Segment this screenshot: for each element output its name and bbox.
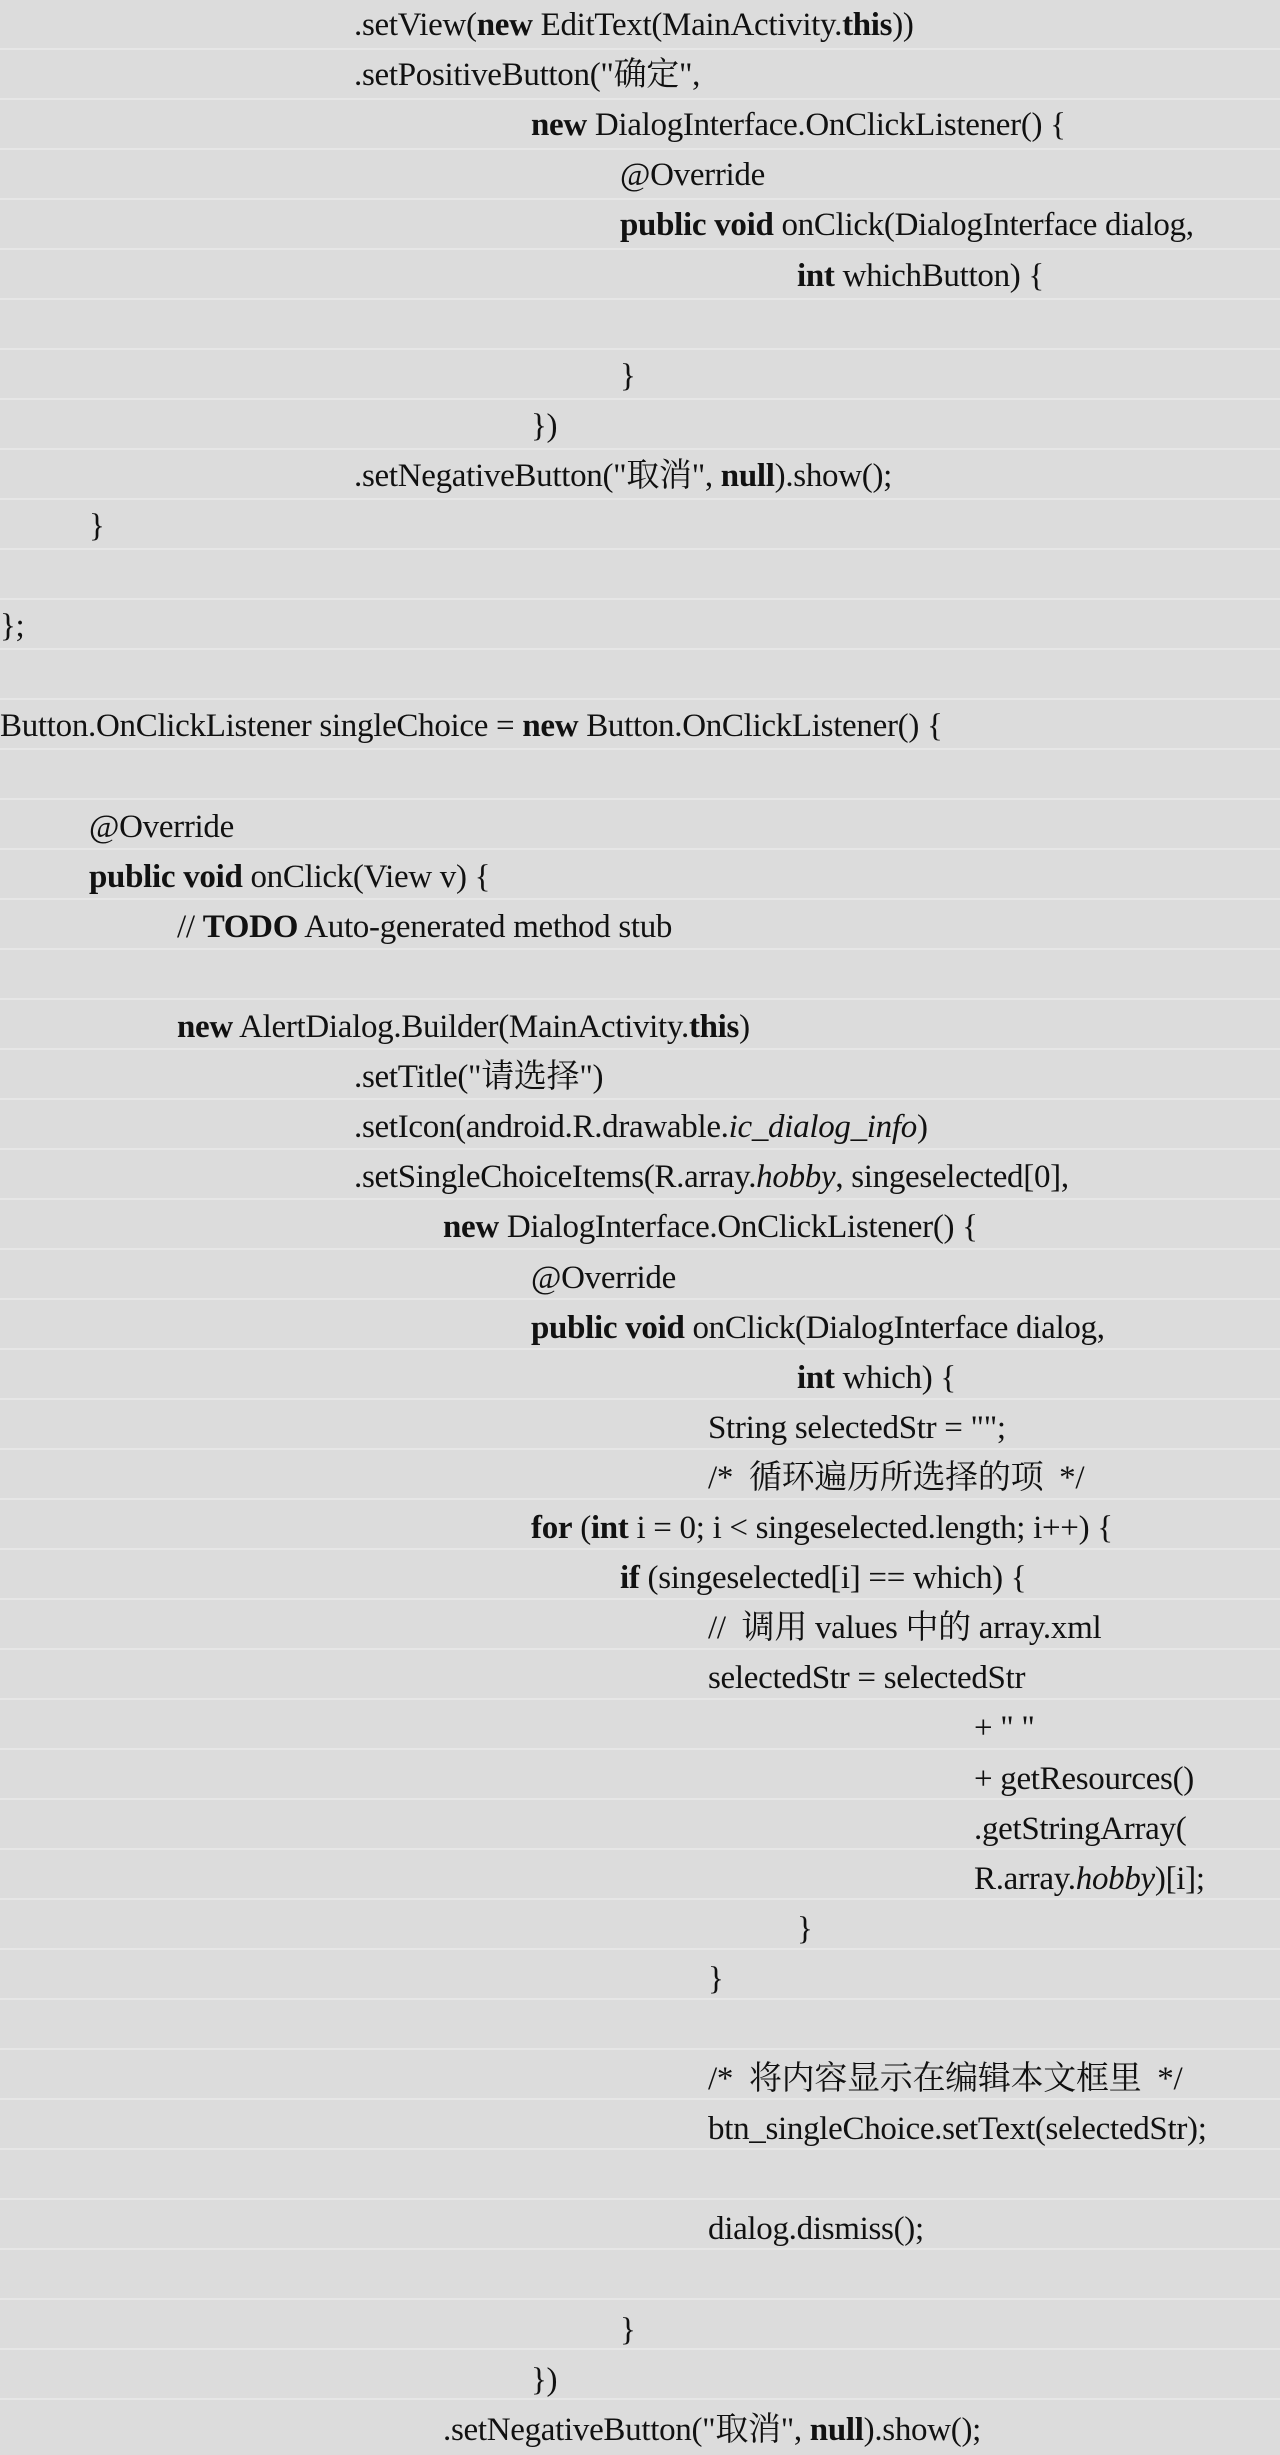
code-text: @Override <box>620 157 765 194</box>
code-text: + " " <box>974 1710 1035 1747</box>
code-text: onClick(DialogInterface dialog, <box>684 1309 1105 1346</box>
code-keyword: this <box>842 7 893 43</box>
code-line <box>177 1002 750 1052</box>
code-line <box>354 451 892 501</box>
code-text: )[i]; <box>1154 1860 1205 1897</box>
code-line <box>708 1653 1025 1703</box>
code-field: ic_dialog_info <box>728 1109 917 1146</box>
code-line <box>797 251 1044 301</box>
code-line <box>708 2204 924 2254</box>
code-keyword: new <box>177 1009 233 1045</box>
code-keyword: public <box>89 858 176 895</box>
code-line <box>708 2054 1182 2104</box>
code-text: )) <box>892 7 914 43</box>
code-line <box>531 1303 1105 1353</box>
code-keyword: null <box>720 457 775 494</box>
code-text <box>617 1310 625 1346</box>
code-line <box>89 501 105 551</box>
code-line <box>354 0 914 50</box>
code-text: R.array. <box>974 1860 1076 1897</box>
code-text: .getStringArray( <box>974 1810 1187 1847</box>
code-text: } <box>620 357 636 394</box>
code-text: onClick(View v) { <box>242 858 491 895</box>
code-text: ).show(); <box>774 457 893 494</box>
code-line <box>620 200 1194 250</box>
code-text: }) <box>531 407 558 444</box>
code-text: whichButton) { <box>834 257 1044 294</box>
code-text: .setNegativeButton("取消", <box>354 457 721 494</box>
code-text: } <box>708 1960 724 1997</box>
code-line <box>620 2305 636 2355</box>
code-line <box>89 852 490 902</box>
code-keyword: new <box>476 7 533 43</box>
code-text: } <box>797 1910 813 1947</box>
code-field: hobby <box>1075 1860 1155 1897</box>
code-line <box>708 1453 1084 1503</box>
code-keyword: int <box>797 1359 835 1396</box>
code-line <box>620 1553 1026 1603</box>
code-text: @Override <box>531 1259 676 1296</box>
code-text: } <box>89 508 105 544</box>
code-keyword: void <box>625 1309 685 1346</box>
code-text: .setNegativeButton("取消", <box>443 2411 810 2448</box>
code-text: ).show(); <box>863 2411 982 2448</box>
code-text: btn_singleChoice.setText(selectedStr); <box>708 2111 1207 2148</box>
code-text: } <box>620 2311 636 2348</box>
code-keyword: new <box>443 1209 499 1246</box>
code-keyword: if <box>620 1560 640 1597</box>
code-keyword: TODO <box>202 908 299 945</box>
code-line <box>443 2405 981 2455</box>
code-line <box>620 150 765 200</box>
code-line <box>0 601 24 651</box>
code-text: Button.OnClickListener() { <box>578 708 943 745</box>
code-keyword: void <box>714 207 774 244</box>
code-line <box>531 2355 557 2405</box>
code-text: .setTitle("请选择") <box>354 1059 604 1096</box>
code-text: @Override <box>89 808 234 845</box>
code-text: DialogInterface.OnClickListener() { <box>586 107 1066 144</box>
code-text: .setIcon(android.R.drawable. <box>354 1109 729 1146</box>
code-text: /* 循环遍历所选择的项 */ <box>708 1459 1085 1496</box>
code-line <box>531 100 1066 150</box>
code-line <box>974 1804 1186 1854</box>
code-keyword: for <box>531 1510 573 1546</box>
code-text: .setSingleChoiceItems(R.array. <box>354 1159 757 1196</box>
code-line <box>531 1253 676 1303</box>
code-text: ) <box>739 1009 750 1045</box>
code-text: }; <box>0 608 25 645</box>
code-line <box>620 351 636 401</box>
code-text: DialogInterface.OnClickListener() { <box>498 1209 978 1246</box>
code-line <box>89 802 234 852</box>
code-text: /* 将内容显示在编辑本文框里 */ <box>708 2061 1183 2098</box>
code-keyword: new <box>522 708 579 745</box>
code-text: onClick(DialogInterface dialog, <box>773 207 1194 244</box>
code-text: }) <box>531 2361 558 2398</box>
code-line <box>177 902 672 952</box>
code-line <box>797 1904 813 1954</box>
code-line <box>708 2104 1207 2154</box>
code-line <box>531 401 557 451</box>
code-line <box>0 701 943 751</box>
code-line <box>443 1202 978 1252</box>
code-keyword: void <box>183 858 243 895</box>
code-text: + getResources() <box>974 1760 1194 1797</box>
code-keyword: public <box>531 1309 618 1346</box>
code-keyword: this <box>688 1009 740 1045</box>
code-text: String selectedStr = ""; <box>708 1409 1006 1446</box>
code-text: Auto-generated method stub <box>298 908 673 945</box>
code-text: selectedStr = selectedStr <box>708 1660 1026 1697</box>
code-text: EditText(MainActivity. <box>532 7 843 43</box>
code-line <box>708 1603 1101 1653</box>
code-text: , singeselected[0], <box>835 1159 1069 1196</box>
code-line <box>354 50 700 100</box>
code-text: // 调用 values 中的 array.xml <box>708 1610 1102 1647</box>
code-text: ( <box>572 1510 591 1546</box>
code-text: dialog.dismiss(); <box>708 2211 924 2248</box>
code-keyword: new <box>531 107 587 144</box>
code-line <box>974 1754 1194 1804</box>
code-line <box>797 1353 956 1403</box>
code-line <box>974 1854 1205 1904</box>
code-text: (singeselected[i] == which) { <box>639 1560 1027 1597</box>
code-line <box>708 1403 1006 1453</box>
code-keyword: null <box>809 2411 864 2448</box>
code-text: .setPositiveButton("确定", <box>354 57 701 94</box>
code-text: Button.OnClickListener singleChoice = <box>0 708 523 745</box>
code-line <box>531 1503 1113 1553</box>
code-text: ) <box>916 1109 928 1146</box>
code-text: .setView( <box>354 7 477 43</box>
code-text <box>706 207 714 243</box>
code-text: AlertDialog.Builder(MainActivity. <box>232 1009 689 1045</box>
code-line <box>354 1102 928 1152</box>
code-text: // <box>177 908 203 945</box>
code-line <box>708 1954 724 2004</box>
code-keyword: public <box>620 207 707 244</box>
code-text: which) { <box>834 1359 956 1396</box>
code-text: i = 0; i < singeselected.length; i++) { <box>628 1510 1113 1546</box>
code-line <box>974 1703 1035 1753</box>
code-keyword: int <box>590 1510 629 1546</box>
code-line <box>354 1052 603 1102</box>
code-field: hobby <box>756 1159 836 1196</box>
code-text <box>175 859 183 895</box>
code-keyword: int <box>797 257 835 294</box>
code-line <box>354 1152 1069 1202</box>
